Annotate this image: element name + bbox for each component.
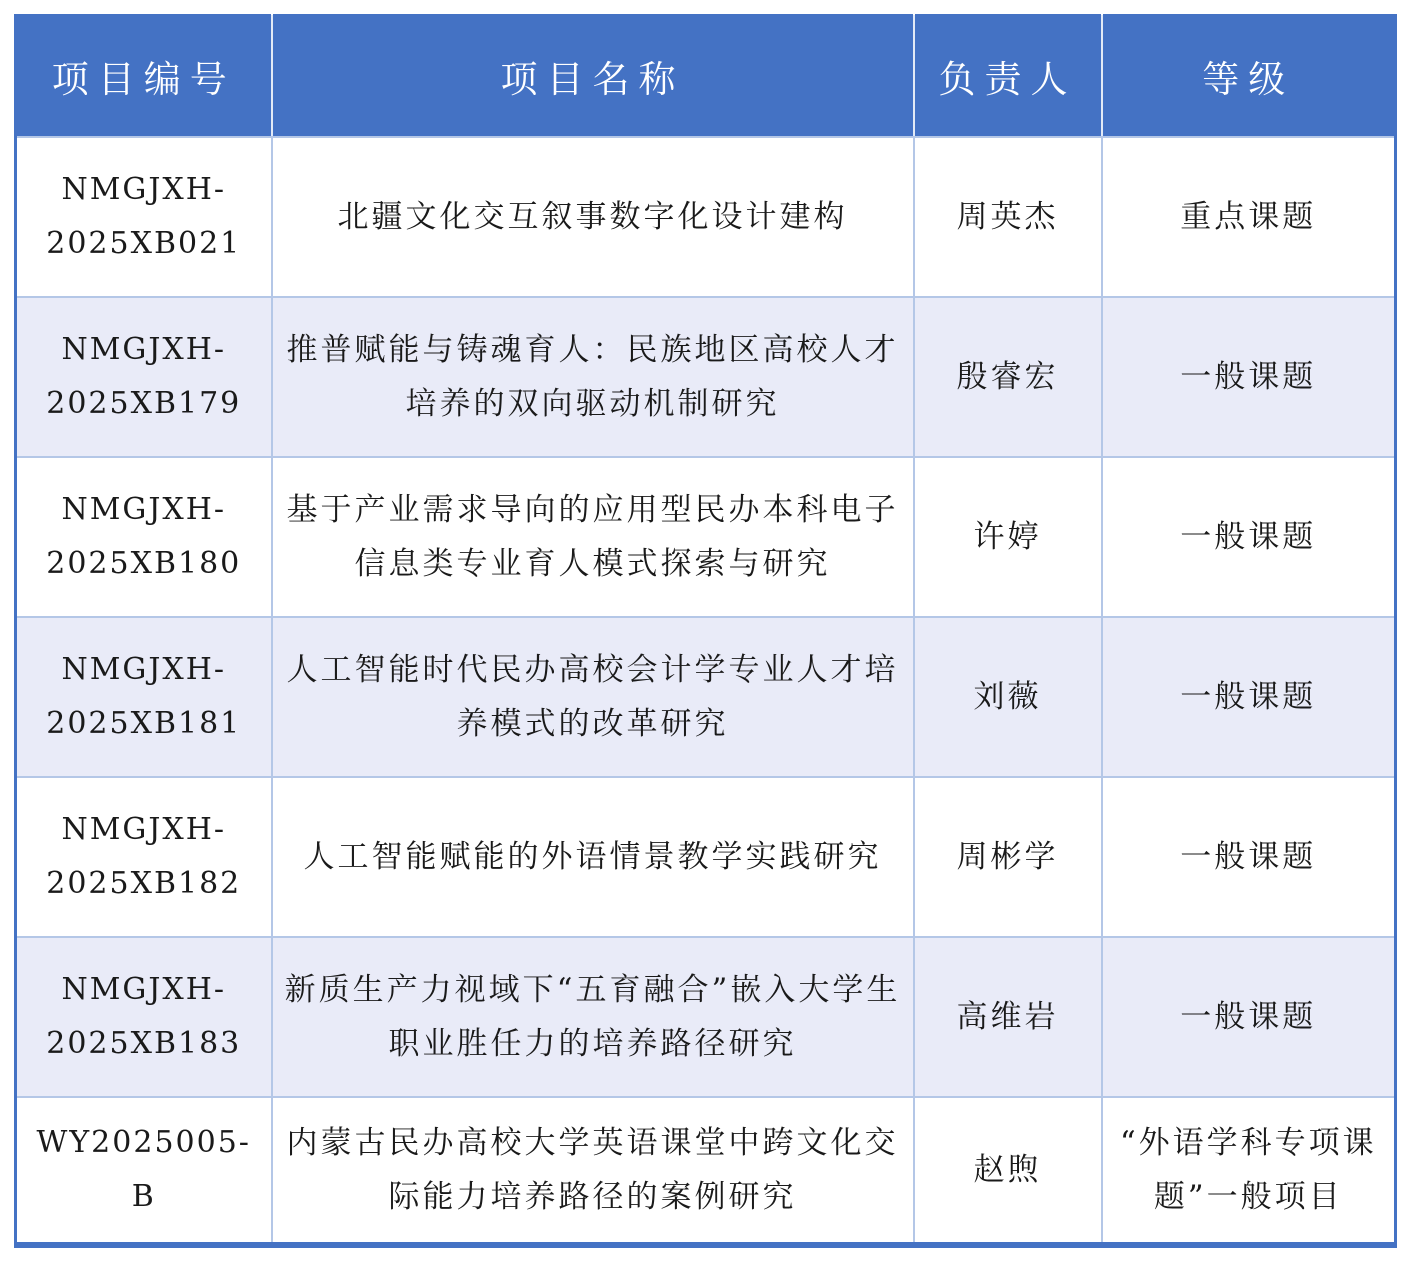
- project-name-cell: 北疆文化交互叙事数字化设计建构: [272, 137, 914, 297]
- table-row: [16, 297, 1396, 457]
- project-name-cell: 内蒙古民办高校大学英语课堂中跨文化交际能力培养路径的案例研究: [272, 1097, 914, 1245]
- col-header-leader: 负责人: [914, 15, 1102, 137]
- project-name-cell: 基于产业需求导向的应用型民办本科电子信息类专业育人模式探索与研究: [272, 457, 914, 617]
- leader-cell: 许婷: [914, 457, 1102, 617]
- project-code-cell: WY2025005-B: [16, 1097, 272, 1245]
- grade-cell: 一般课题: [1102, 617, 1396, 777]
- grade-cell: “外语学科专项课题”一般项目: [1102, 1097, 1396, 1245]
- leader-cell: 周彬学: [914, 777, 1102, 937]
- table-row: [16, 1097, 1396, 1245]
- grade-cell: 一般课题: [1102, 777, 1396, 937]
- leader-cell: 刘薇: [914, 617, 1102, 777]
- leader-cell: 殷睿宏: [914, 297, 1102, 457]
- leader-cell: 周英杰: [914, 137, 1102, 297]
- grade-cell: 一般课题: [1102, 937, 1396, 1097]
- col-header-project-name: 项目名称: [272, 15, 914, 137]
- table-row: [16, 937, 1396, 1097]
- project-code-cell: NMGJXH-2025XB182: [16, 777, 272, 937]
- table-body: [16, 137, 1396, 1245]
- table-row: [16, 617, 1396, 777]
- grade-cell: 一般课题: [1102, 297, 1396, 457]
- project-code-cell: NMGJXH-2025XB183: [16, 937, 272, 1097]
- grade-cell: 一般课题: [1102, 457, 1396, 617]
- project-name-cell: 推普赋能与铸魂育人：民族地区高校人才培养的双向驱动机制研究: [272, 297, 914, 457]
- col-header-project-code: 项目编号: [16, 15, 272, 137]
- table-row: [16, 457, 1396, 617]
- projects-table: [14, 14, 1397, 1248]
- header-row: [16, 15, 1396, 137]
- project-code-cell: NMGJXH-2025XB179: [16, 297, 272, 457]
- project-code-cell: NMGJXH-2025XB021: [16, 137, 272, 297]
- project-code-cell: NMGJXH-2025XB180: [16, 457, 272, 617]
- table-header: [16, 15, 1396, 137]
- table-row: [16, 137, 1396, 297]
- project-code-cell: NMGJXH-2025XB181: [16, 617, 272, 777]
- grade-cell: 重点课题: [1102, 137, 1396, 297]
- leader-cell: 赵煦: [914, 1097, 1102, 1245]
- project-name-cell: 人工智能时代民办高校会计学专业人才培养模式的改革研究: [272, 617, 914, 777]
- leader-cell: 高维岩: [914, 937, 1102, 1097]
- table-row: [16, 777, 1396, 937]
- col-header-grade: 等级: [1102, 15, 1396, 137]
- project-name-cell: 新质生产力视域下“五育融合”嵌入大学生职业胜任力的培养路径研究: [272, 937, 914, 1097]
- project-name-cell: 人工智能赋能的外语情景教学实践研究: [272, 777, 914, 937]
